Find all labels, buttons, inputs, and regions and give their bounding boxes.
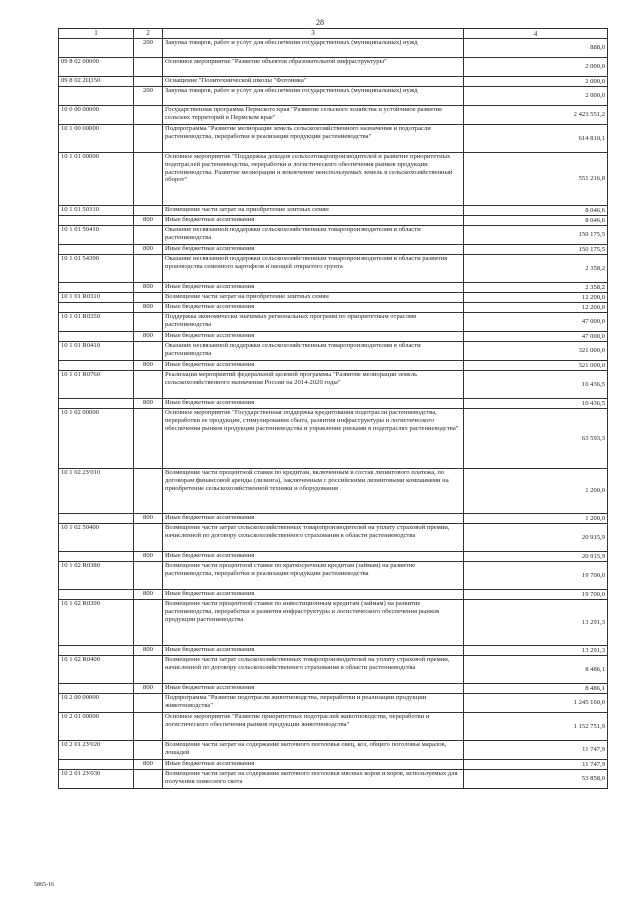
table-row xyxy=(59,255,608,283)
sum-cell: 11 747,9 xyxy=(464,741,608,760)
table-row xyxy=(59,58,608,77)
sum-cell: 2 000,0 xyxy=(464,87,608,106)
code-cell xyxy=(59,303,134,313)
name-cell: Возмещение части процентной ставки по кредитам, включенным в состав лизингового платежа, по договорам финансовой аренды (лизинга), заключенным с российскими лизинговыми компаниями на приобретение сельскохозяйственной техники и оборудования xyxy=(163,469,464,514)
code-cell: 10 1 01 R0310 xyxy=(59,293,134,303)
name-cell: Оказание несвязанной поддержки сельскохозяйственным товаропроизводителям в области развития производства семенного картофеля и овощей открытого грунта xyxy=(163,255,464,283)
document-code: 5865-16 xyxy=(34,882,54,888)
name-cell: Иные бюджетные ассигнования xyxy=(163,399,464,409)
table-row xyxy=(59,39,608,58)
sum-cell: 150 175,5 xyxy=(464,226,608,245)
name-cell: Иные бюджетные ассигнования xyxy=(163,361,464,371)
sum-cell: 13 291,3 xyxy=(464,600,608,646)
expense-type-cell: 800 xyxy=(134,332,163,342)
expense-type-cell: 800 xyxy=(134,590,163,600)
table-row xyxy=(59,600,608,646)
sum-cell: 19 700,0 xyxy=(464,562,608,590)
sum-cell: 12 200,0 xyxy=(464,293,608,303)
expense-type-cell: 200 xyxy=(134,39,163,58)
sum-cell: 8 486,1 xyxy=(464,656,608,684)
table-row xyxy=(59,216,608,226)
sum-cell: 2 423 551,2 xyxy=(464,106,608,125)
expense-type-cell xyxy=(134,770,163,789)
sum-cell: 20 915,9 xyxy=(464,552,608,562)
table-row xyxy=(59,371,608,399)
expense-type-cell: 800 xyxy=(134,552,163,562)
name-cell: Основное мероприятие "Поддержка доходов сельхозтоваропроизводителей и развитие приоритетных подотраслей растениеводства, переработки и логистического обеспечения рынков продукции растениеводства. Развитие мелиорации и вовлечение неиспользуемых земель в сельскохозяйственный оборот" xyxy=(163,153,464,206)
code-cell: 10 1 01 50410 xyxy=(59,226,134,245)
name-cell: Возмещение части затрат сельскохозяйственных товаропроизводителей на уплату страховой премии, начисленной по договору сельскохозяйственного страхования в области растениеводства xyxy=(163,656,464,684)
expense-type-cell: 200 xyxy=(134,87,163,106)
name-cell: Возмещение части затрат на приобретение элитных семян xyxy=(163,293,464,303)
expense-type-cell: 800 xyxy=(134,646,163,656)
name-cell: Закупка товаров, работ и услуг для обеспечения государственных (муниципальных) нужд xyxy=(163,39,464,58)
code-cell xyxy=(59,646,134,656)
table-row xyxy=(59,125,608,153)
name-cell: Иные бюджетные ассигнования xyxy=(163,216,464,226)
table-row xyxy=(59,361,608,371)
name-cell: Возмещение части затрат на приобретение элитных семян xyxy=(163,206,464,216)
expense-type-cell xyxy=(134,206,163,216)
expense-type-cell xyxy=(134,77,163,87)
expense-type-cell xyxy=(134,713,163,741)
sum-cell: 53 858,0 xyxy=(464,770,608,789)
table-row xyxy=(59,713,608,741)
table-row xyxy=(59,760,608,770)
table-row xyxy=(59,293,608,303)
code-cell xyxy=(59,684,134,694)
name-cell: Основное мероприятие "Развитие объектов образовательной инфраструктуры" xyxy=(163,58,464,77)
expense-type-cell xyxy=(134,562,163,590)
code-cell xyxy=(59,514,134,524)
table-row xyxy=(59,562,608,590)
table-header-row xyxy=(59,29,608,39)
sum-cell: 2 358,2 xyxy=(464,255,608,283)
code-cell xyxy=(59,552,134,562)
page-number: 28 xyxy=(316,18,324,27)
code-cell: 10 2 01 2У030 xyxy=(59,770,134,789)
expense-type-cell xyxy=(134,58,163,77)
header-col-1: 1 xyxy=(59,29,134,39)
name-cell: Иные бюджетные ассигнования xyxy=(163,245,464,255)
name-cell: Возмещение части затрат на содержание маточного поголовья мясных коров и коров, используемых для получения помесного скота xyxy=(163,770,464,789)
name-cell: Иные бюджетные ассигнования xyxy=(163,514,464,524)
table-row xyxy=(59,469,608,514)
sum-cell: 2 000,0 xyxy=(464,77,608,87)
table-row xyxy=(59,153,608,206)
name-cell: Оснащение "Политехнической школы "Фотоника" xyxy=(163,77,464,87)
name-cell: Иные бюджетные ассигнования xyxy=(163,303,464,313)
code-cell: 10 1 02 00000 xyxy=(59,409,134,469)
code-cell: 10 1 01 R0350 xyxy=(59,313,134,332)
code-cell: 09 8 02 2Ц150 xyxy=(59,77,134,87)
code-cell: 10 1 01 R0410 xyxy=(59,342,134,361)
table-row xyxy=(59,694,608,713)
sum-cell: 47 000,0 xyxy=(464,313,608,332)
expense-type-cell xyxy=(134,313,163,332)
sum-cell: 2 358,2 xyxy=(464,283,608,293)
sum-cell: 12 200,0 xyxy=(464,303,608,313)
header-col-2: 2 xyxy=(134,29,163,39)
expense-type-cell xyxy=(134,106,163,125)
expense-type-cell xyxy=(134,371,163,399)
code-cell: 10 1 01 R0760 xyxy=(59,371,134,399)
name-cell: Иные бюджетные ассигнования xyxy=(163,552,464,562)
table-row xyxy=(59,77,608,87)
expense-type-cell xyxy=(134,694,163,713)
code-cell: 10 1 02 R0400 xyxy=(59,656,134,684)
code-cell xyxy=(59,332,134,342)
name-cell: Оказание несвязанной поддержки сельскохозяйственным товаропроизводителям в области растениеводства xyxy=(163,226,464,245)
expense-type-cell: 800 xyxy=(134,399,163,409)
expense-type-cell xyxy=(134,226,163,245)
expense-type-cell: 800 xyxy=(134,216,163,226)
sum-cell: 614 810,1 xyxy=(464,125,608,153)
sum-cell: 10 436,5 xyxy=(464,371,608,399)
expense-type-cell xyxy=(134,524,163,552)
code-cell xyxy=(59,245,134,255)
sum-cell: 888,0 xyxy=(464,39,608,58)
expense-type-cell xyxy=(134,255,163,283)
expense-type-cell xyxy=(134,342,163,361)
table-row xyxy=(59,590,608,600)
name-cell: Основное мероприятие "Развитие приоритетных подотраслей животноводства, переработки и логистического обеспечения рынков продукции животноводства" xyxy=(163,713,464,741)
code-cell xyxy=(59,39,134,58)
expense-type-cell: 800 xyxy=(134,514,163,524)
code-cell: 10 1 00 00000 xyxy=(59,125,134,153)
sum-cell: 8 486,1 xyxy=(464,684,608,694)
name-cell: Иные бюджетные ассигнования xyxy=(163,646,464,656)
expense-type-cell xyxy=(134,656,163,684)
sum-cell: 63 593,3 xyxy=(464,409,608,469)
name-cell: Иные бюджетные ассигнования xyxy=(163,684,464,694)
sum-cell: 150 175,5 xyxy=(464,245,608,255)
sum-cell: 321 000,0 xyxy=(464,361,608,371)
table-row xyxy=(59,684,608,694)
sum-cell: 13 291,3 xyxy=(464,646,608,656)
name-cell: Подпрограмма "Развитие мелиорации земель сельскохозяйственного назначения и подотрасли растениеводства, переработки и реализации продукции растениеводства" xyxy=(163,125,464,153)
code-cell xyxy=(59,760,134,770)
name-cell: Возмещение части процентной ставки по инвестиционным кредитам (займам) на развитие растениеводства, переработки и развития инфраструктуры и логистического обеспечения рынков продукции растениеводства xyxy=(163,600,464,646)
table-row xyxy=(59,741,608,760)
expense-type-cell: 800 xyxy=(134,283,163,293)
name-cell: Закупка товаров, работ и услуг для обеспечения государственных (муниципальных) нужд xyxy=(163,87,464,106)
sum-cell: 19 700,0 xyxy=(464,590,608,600)
code-cell: 10 1 02 R0380 xyxy=(59,562,134,590)
table-row xyxy=(59,646,608,656)
table-row xyxy=(59,524,608,552)
sum-cell: 8 046,6 xyxy=(464,216,608,226)
name-cell: Иные бюджетные ассигнования xyxy=(163,283,464,293)
expense-type-cell xyxy=(134,409,163,469)
code-cell xyxy=(59,590,134,600)
name-cell: Иные бюджетные ассигнования xyxy=(163,332,464,342)
header-col-3: 3 xyxy=(163,29,464,39)
sum-cell: 8 046,6 xyxy=(464,206,608,216)
sum-cell: 321 000,0 xyxy=(464,342,608,361)
sum-cell: 47 000,0 xyxy=(464,332,608,342)
table-row xyxy=(59,656,608,684)
expense-type-cell xyxy=(134,741,163,760)
table-row xyxy=(59,245,608,255)
name-cell: Иные бюджетные ассигнования xyxy=(163,760,464,770)
table-row xyxy=(59,106,608,125)
table-row xyxy=(59,226,608,245)
code-cell: 10 1 02 2У010 xyxy=(59,469,134,514)
code-cell: 10 1 02 50400 xyxy=(59,524,134,552)
budget-table xyxy=(58,28,608,789)
code-cell: 10 2 01 2У020 xyxy=(59,741,134,760)
table-row xyxy=(59,770,608,789)
table-row xyxy=(59,283,608,293)
sum-cell: 551 216,8 xyxy=(464,153,608,206)
expense-type-cell: 800 xyxy=(134,245,163,255)
code-cell: 09 8 02 00000 xyxy=(59,58,134,77)
expense-type-cell: 800 xyxy=(134,760,163,770)
table-row xyxy=(59,332,608,342)
code-cell: 10 2 01 00000 xyxy=(59,713,134,741)
sum-cell: 2 000,0 xyxy=(464,58,608,77)
code-cell: 10 1 01 50310 xyxy=(59,206,134,216)
expense-type-cell xyxy=(134,293,163,303)
name-cell: Государственная программа Пермского края "Развитие сельского хозяйства и устойчивое развитие сельских территорий в Пермском крае" xyxy=(163,106,464,125)
name-cell: Возмещение части процентной ставки по краткосрочным кредитам (займам) на развитие растениеводства, переработки и реализации продукции растениеводства xyxy=(163,562,464,590)
table-row xyxy=(59,206,608,216)
table-row xyxy=(59,342,608,361)
sum-cell: 20 915,9 xyxy=(464,524,608,552)
expense-type-cell xyxy=(134,469,163,514)
code-cell: 10 1 02 R0390 xyxy=(59,600,134,646)
code-cell: 10 1 01 54390 xyxy=(59,255,134,283)
code-cell xyxy=(59,216,134,226)
sum-cell: 10 436,5 xyxy=(464,399,608,409)
expense-type-cell xyxy=(134,600,163,646)
name-cell: Возмещение части затрат сельскохозяйственных товаропроизводителей на уплату страховой премии, начисленной по договору сельскохозяйственного страхования в области растениеводства xyxy=(163,524,464,552)
sum-cell: 1 200,0 xyxy=(464,469,608,514)
code-cell: 10 1 01 00000 xyxy=(59,153,134,206)
code-cell xyxy=(59,87,134,106)
name-cell: Реализация мероприятий федеральной целевой программы "Развитие мелиорации земель сельскохозяйственного назначения России на 2014-2020 годы" xyxy=(163,371,464,399)
sum-cell: 1 245 160,0 xyxy=(464,694,608,713)
sum-cell: 11 747,9 xyxy=(464,760,608,770)
expense-type-cell: 800 xyxy=(134,361,163,371)
sum-cell: 1 152 751,9 xyxy=(464,713,608,741)
code-cell xyxy=(59,283,134,293)
code-cell: 10 2 00 00000 xyxy=(59,694,134,713)
name-cell: Возмещение части затрат на содержание маточного поголовья овец, коз, общего поголовья маралов, лошадей xyxy=(163,741,464,760)
name-cell: Основное мероприятие "Государственная поддержка кредитования подотрасли растениеводства, переработки ее продукции, стимулирования сбыта, развития инфраструктуры и логистического обеспечения рынков продукции растениеводства и управление рисками в подотраслях растениеводства" xyxy=(163,409,464,469)
name-cell: Поддержка экономически значимых региональных программ по приоритетным отраслям растениеводства xyxy=(163,313,464,332)
name-cell: Оказание несвязанной поддержки сельскохозяйственным товаропроизводителям в области растениеводства xyxy=(163,342,464,361)
expense-type-cell xyxy=(134,153,163,206)
expense-type-cell: 800 xyxy=(134,303,163,313)
sum-cell: 1 200,0 xyxy=(464,514,608,524)
code-cell xyxy=(59,361,134,371)
code-cell xyxy=(59,399,134,409)
table-row xyxy=(59,514,608,524)
expense-type-cell: 800 xyxy=(134,684,163,694)
table-row xyxy=(59,87,608,106)
table-row xyxy=(59,303,608,313)
table-row xyxy=(59,552,608,562)
table-row xyxy=(59,399,608,409)
name-cell: Иные бюджетные ассигнования xyxy=(163,590,464,600)
table-row xyxy=(59,313,608,332)
name-cell: Подпрограмма "Развитие подотрасли животноводства, переработки и реализации продукции животноводства" xyxy=(163,694,464,713)
code-cell: 10 0 00 00000 xyxy=(59,106,134,125)
expense-type-cell xyxy=(134,125,163,153)
table-row xyxy=(59,409,608,469)
header-col-4: 4 xyxy=(464,29,608,39)
